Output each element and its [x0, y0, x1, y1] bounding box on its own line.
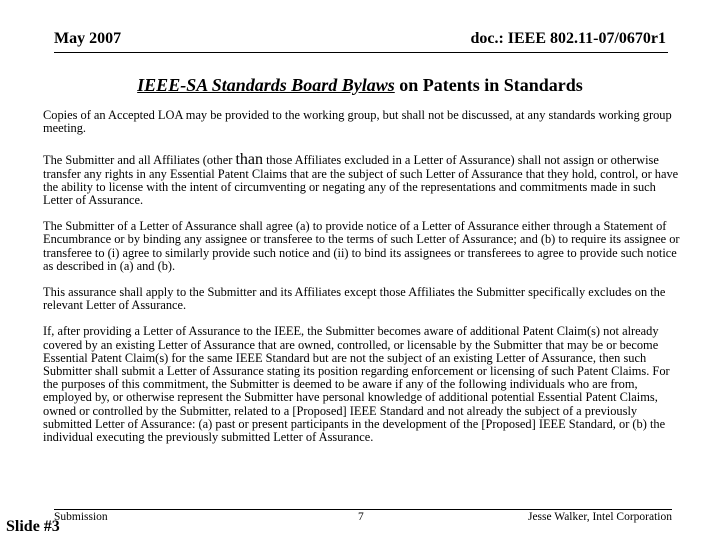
footer-submission: Submission [54, 511, 108, 523]
slide-title [0, 75, 720, 96]
header-rule [54, 52, 668, 53]
header-date: May 2007 [54, 30, 122, 47]
footer-rule [54, 509, 672, 510]
footer-page-number: 7 [358, 511, 364, 523]
p2-end: those Affiliates excluded in a Letter of Assurance) shall not assign or otherwise transfer any rights in any Essential Patent Claims that are the subject of such Letter of Assurance that they hold, control, or have the ability to license with the intent of circumventing or negating any of the representations and commitments made in such Letter of Assurance. [43, 153, 679, 208]
p2-emphasis: than [235, 151, 264, 169]
paragraph-no-transfer [43, 153, 683, 207]
paragraph-notice: The Submitter of a Letter of Assurance shall agree (a) to provide notice of a Letter of Assurance either through a Statement of Encumbrance or by binding any assignee or transferee to the terms of such Letter of Assurance; and (b) to require its assignee or transferee to (i) agree to similarly provide such notice and (ii) to bind its assignees or transferees to agree to provide such notice as described in (a) and (b). [43, 219, 680, 273]
body-text [43, 109, 683, 457]
header-doc-id: doc.: IEEE 802.11-07/0670r1 [470, 30, 666, 47]
p2-start: The Submitter and all Affiliates (other [43, 153, 236, 168]
slide-number: Slide #3 [6, 518, 60, 535]
paragraph-additional-claims: If, after providing a Letter of Assurance to the IEEE, the Submitter becomes aware of additional Patent Claim(s) not already covered by an existing Letter of Assurance that are owned, controlled, or licensable by the Submitter that may be or become Essential Patent Claim(s) for the same IEEE Standard but are not the subject of an existing Letter of Assurance, then such Submitter shall submit a Letter of Assurance stating its position regarding enforcement or licensing of such Patent Claims. For the purposes of this commitment, the Submitter is deemed to be aware if any of the following individuals who are from, employed by, or otherwise represent the Submitter have personal knowledge of additional potential Essential Patent Claims, owned or controlled by the Submitter, related to a [Proposed] IEEE Standard and not already the subject of a previously submitted Letter of Assurance: (a) past or present participants in the development of the [Proposed] IEEE Standard, or (b) the individual executing the previously submitted Letter of Assurance. [43, 324, 670, 445]
title-bylaws-link: IEEE-SA Standards Board Bylaws [137, 75, 395, 95]
title-rest: on Patents in Standards [394, 75, 583, 95]
paragraph-loa-copies: Copies of an Accepted LOA may be provided to the working group, but shall not be discussed, at any standards working group meeting. [43, 108, 672, 136]
paragraph-affiliates: This assurance shall apply to the Submitter and its Affiliates except those Affiliates the Submitter specifically excludes on the relevant Letter of Assurance. [43, 285, 666, 313]
footer-author: Jesse Walker, Intel Corporation [527, 511, 672, 523]
